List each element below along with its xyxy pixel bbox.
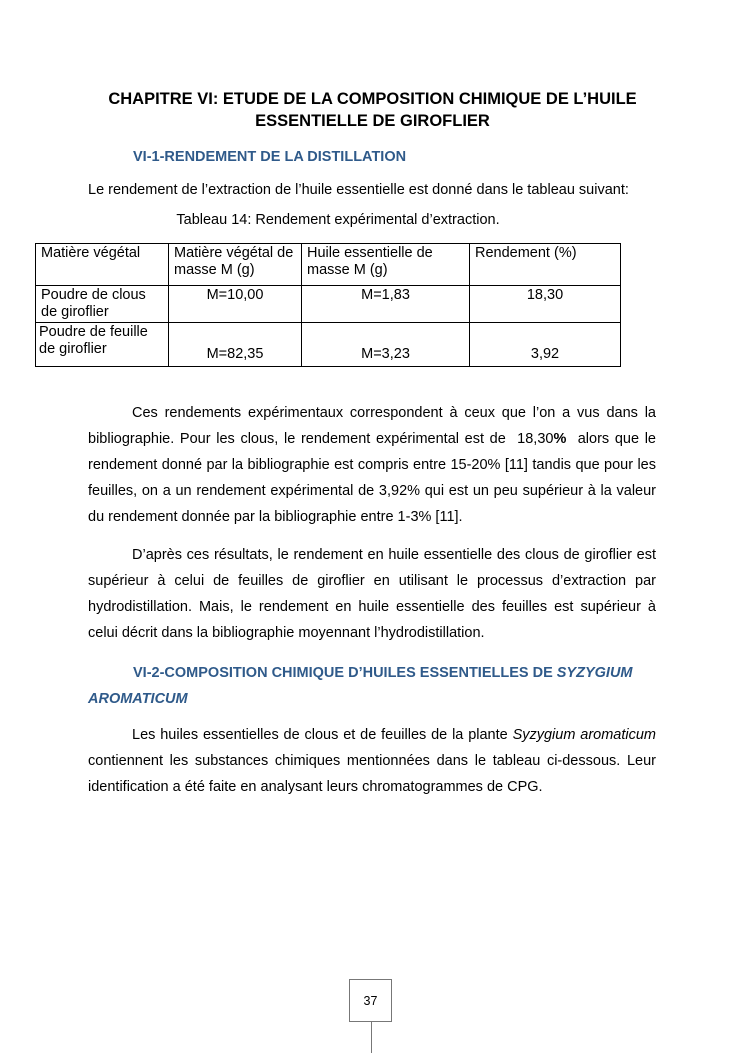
paragraph-text: alors que le rendement donné par la bibliographie est compris entre 15-20% [11] tandis que pour les feuilles, on a un rendement expérimental de 3,92% qui est un peu supérieur à la valeur du rendement donnée par la bibliographie entre 1-3% [11]. <box>88 431 656 525</box>
section-heading-2-prefix: VI-2-COMPOSITION CHIMIQUE D’HUILES ESSENTIELLES DE <box>133 665 557 681</box>
table-row <box>36 323 621 367</box>
table-row <box>36 286 621 323</box>
chapter-title-line-2: ESSENTIELLE DE GIROFLIER <box>255 112 490 130</box>
section-heading-2-species: SYZYGIUM <box>556 665 633 681</box>
page-number-box <box>349 979 392 1022</box>
paragraph-text: Ces rendements expérimentaux correspondent à ceux que l’on a vus dans la bibliographie. Pour les clous, le rendement expérimental est de 18,30 <box>88 405 656 447</box>
paragraph-composition-intro <box>88 722 656 800</box>
paragraph-yield-comparison <box>88 400 656 530</box>
page-number-connector <box>371 1022 372 1053</box>
table-cell: M=3,23 <box>302 323 470 367</box>
table-cell: Poudre de feuille de giroflier <box>36 323 169 367</box>
table-header-row <box>36 244 621 286</box>
section-heading-2 <box>88 660 656 712</box>
table-cell: M=82,35 <box>169 323 302 367</box>
paragraph-bold-percent: % <box>553 431 567 447</box>
section-heading-1: VI-1-RENDEMENT DE LA DISTILLATION <box>133 149 407 165</box>
table-header-cell: Matière végétal de masse M (g) <box>169 244 302 286</box>
table-cell: Poudre de clous de giroflier <box>36 286 169 323</box>
section-intro: Le rendement de l’extraction de l’huile essentielle est donné dans le tableau suivant: <box>88 182 629 198</box>
section-heading-2-line-1 <box>88 660 656 686</box>
paragraph-text: Les huiles essentielles de clous et de feuilles de la plante <box>132 727 513 743</box>
section-heading-2-species-cont: AROMATICUM <box>88 691 188 707</box>
chapter-title-line-1: CHAPITRE VI: ETUDE DE LA COMPOSITION CHIMIQUE DE L’HUILE <box>108 90 637 108</box>
table-header-cell: Rendement (%) <box>470 244 621 286</box>
table-header-cell: Matière végétal <box>36 244 169 286</box>
table-caption: Tableau 14: Rendement expérimental d’extraction. <box>176 212 500 228</box>
table-header-cell: Huile essentielle de masse M (g) <box>302 244 470 286</box>
table-cell: M=1,83 <box>302 286 470 323</box>
paragraph-species-italic: Syzygium aromaticum <box>512 727 656 743</box>
paragraph-text: contiennent les substances chimiques mentionnées dans le tableau ci-dessous. Leur identification a été faite en analysant leurs chromatogrammes de CPG. <box>88 753 656 795</box>
table-cell: M=10,00 <box>169 286 302 323</box>
paragraph-conclusion: D’après ces résultats, le rendement en huile essentielle des clous de giroflier est supérieur à celui de feuilles de giroflier en utilisant le processus d’extraction par hydrodistillation. Mais, le rendement en huile essentielle des feuilles est supérieur à celui décrit dans la bibliographie moyennant l’hydrodistillation. <box>88 547 656 641</box>
table-cell: 3,92 <box>470 323 621 367</box>
chapter-title <box>80 88 665 132</box>
section-heading-2-line-2 <box>88 686 656 712</box>
yield-table <box>35 243 621 367</box>
table-cell: 18,30 <box>470 286 621 323</box>
page-number: 37 <box>363 994 378 1008</box>
